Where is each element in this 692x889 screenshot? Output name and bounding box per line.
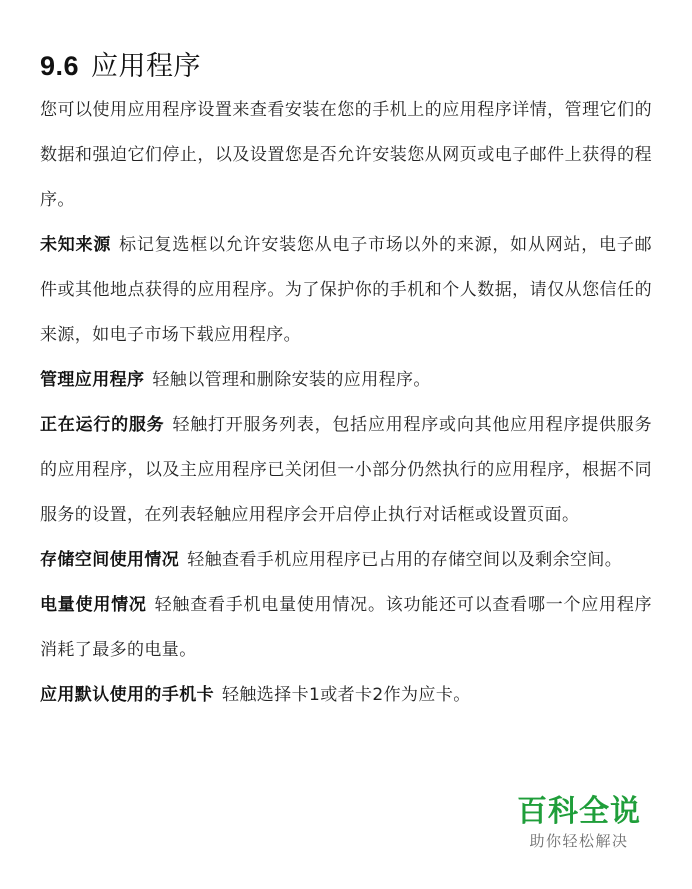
watermark-tagline: 助你轻松解决 (529, 832, 629, 850)
item-description: 轻触选择卡1或者卡2作为应卡。 (222, 685, 471, 705)
item-description: 轻触打开服务列表，包括应用程序或向其他应用程序提供服务的应用程序，以及主应用程序已关闭但一小部分仍然执行的应用程序，根据不同服务的设置，在列表轻触应用程序会开启停止执行对话框或设置页面。 (40, 415, 652, 525)
section-title-text: 应用程序 (91, 51, 202, 82)
item-description: 轻触查看手机应用程序已占用的存储空间以及剩余空间。 (187, 550, 623, 570)
item-description: 轻触查看手机电量使用情况。该功能还可以查看哪一个应用程序消耗了最多的电量。 (40, 595, 652, 660)
item-default-sim (40, 673, 500, 718)
item-description: 轻触以管理和删除安装的应用程序。 (152, 370, 431, 390)
section-title (40, 44, 201, 83)
item-term: 管理应用程序 (40, 370, 145, 390)
section-number: 9.6 (40, 51, 80, 81)
intro-paragraph: 您可以使用应用程序设置来查看安装在您的手机上的应用程序详情，管理它们的数据和强迫它们停止，以及设置您是否允许安装您从网页或电子邮件上获得的程序。 (40, 100, 652, 210)
item-battery-usage (40, 583, 652, 673)
item-term: 正在运行的服务 (40, 415, 165, 435)
watermark-logo: 百科全说 (517, 794, 641, 829)
item-manage-apps (40, 358, 652, 403)
item-term: 电量使用情况 (40, 595, 147, 615)
item-unknown-sources (40, 223, 652, 358)
item-term: 存储空间使用情况 (40, 550, 180, 570)
document-body (40, 88, 652, 718)
item-storage-usage (40, 538, 652, 583)
watermark (517, 794, 641, 852)
item-running-services (40, 403, 652, 538)
item-description: 标记复选框以允许安装您从电子市场以外的来源，如从网站，电子邮件或其他地点获得的应用程序。为了保护你的手机和个人数据，请仅从您信任的来源，如电子市场下载应用程序。 (40, 235, 652, 345)
item-term: 应用默认使用的手机卡 (40, 685, 214, 705)
item-term: 未知来源 (40, 235, 112, 255)
